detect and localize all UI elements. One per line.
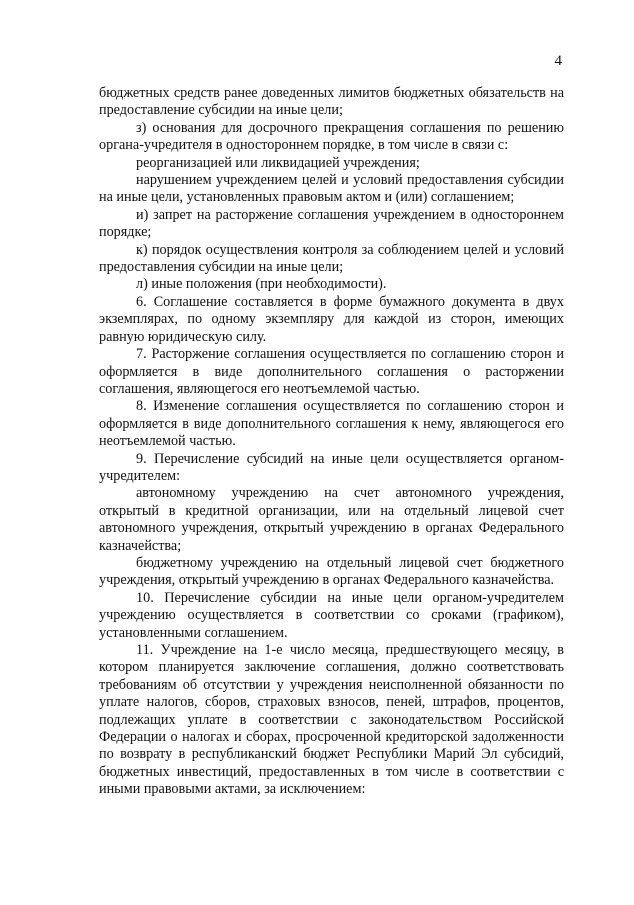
paragraph-section-8: 8. Изменение соглашения осуществляется по соглашению сторон и оформляется в виде дополнительного соглашения к нему, являющегося его неотъемлемой частью. xyxy=(99,398,564,450)
paragraph-section-11: 11. Учреждение на 1-е число месяца, предшествующего месяцу, в котором планируется заключение соглашения, должно соответствовать требованиям об отсутствии у учреждения неисполненной обязанности по уплате налогов, сборов, страховых взносов, пеней, штрафов, процентов, подлежащих уплате в соответствии с законодательством Российской Федерации о налогах и сборах, просроченной кредиторской задолженности по возврату в республиканский бюджет Республики Марий Эл субсидий, бюджетных инвестиций, предоставленных в том числе в соответствии с иными правовыми актами, за исключением: xyxy=(99,642,564,798)
paragraph-section-9: 9. Перечисление субсидий на иные цели осуществляется органом-учредителем: xyxy=(99,450,564,484)
paragraph-item-k: к) порядок осуществления контроля за соблюдением целей и условий предоставления субсидии на иные цели; xyxy=(99,241,564,276)
paragraph-section-6: 6. Соглашение составляется в форме бумажного документа в двух экземплярах, по одному экземпляру для каждой из сторон, имеющих равную юридическую силу. xyxy=(99,293,564,345)
paragraph-item-i: и) запрет на расторжение соглашения учреждением в одностороннем порядке; xyxy=(99,206,564,241)
paragraph-section-7: 7. Расторжение соглашения осуществляется по соглашению сторон и оформляется в виде дополнительного соглашения о расторжении соглашения, являющегося его неотъемлемой частью. xyxy=(99,346,564,397)
paragraph-section-10: 10. Перечисление субсидии на иные цели органом-учредителем учреждению осуществляется в соответствии со сроками (графиком), установленными соглашением. xyxy=(99,589,564,641)
paragraph-budget-institution: бюджетному учреждению на отдельный лицевой счет бюджетного учреждения, открытый учреждению в органах Федерального казначейства. xyxy=(99,554,564,589)
paragraph-continuation: бюджетных средств ранее доведенных лимитов бюджетных обязательств на предоставление субсидии на иные цели; xyxy=(99,85,564,119)
paragraph-violation: нарушением учреждением целей и условий предоставления субсидии на иные цели, установленных правовым актом и (или) соглашением; xyxy=(99,172,564,206)
paragraph-item-z: з) основания для досрочного прекращения соглашения по решению органа-учредителя в одностороннем порядке, в том числе в связи с: xyxy=(99,119,564,154)
page-number: 4 xyxy=(554,53,562,69)
paragraph-autonomous-institution: автономному учреждению на счет автономного учреждения, открытый в кредитной организации, или на отдельный лицевой счет автономного учреждения, открытый учреждению в органах Федерального казначейства; xyxy=(99,485,564,554)
paragraph-reorganization: реорганизацией или ликвидацией учреждения; xyxy=(136,154,420,171)
document-body xyxy=(99,85,564,799)
paragraph-item-l: л) иные положения (при необходимости). xyxy=(136,276,387,293)
